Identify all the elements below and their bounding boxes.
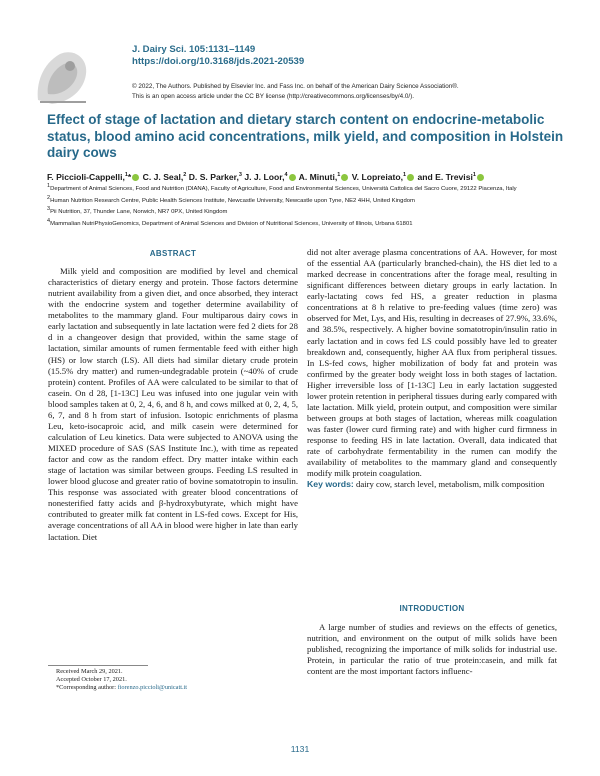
- corresponding-email[interactable]: fiorenzo.piccioli@unicatt.it: [117, 684, 188, 692]
- orcid-icon[interactable]: [132, 174, 139, 181]
- abstract-right-column: [307, 247, 557, 490]
- license-notice: This is an open access article under the CC BY license (http://creativecommons.org/licenses/by/4.0/).: [132, 92, 414, 100]
- orcid-icon[interactable]: [289, 174, 296, 181]
- copyright-notice: © 2022, The Authors. Published by Elsevier Inc. and Fass Inc. on behalf of the American Dairy Science Association®.: [132, 83, 459, 90]
- author: F. Piccioli-Cappelli,$^1$*: [47, 172, 140, 182]
- author: and E. Trevisi$^1$: [417, 172, 484, 182]
- author: V. Lopreiato,$^1$: [352, 172, 415, 182]
- keywords-label: Key words:: [307, 479, 354, 490]
- affiliation: $^4$Mammalian NutriPhysioGenomics, Department of Animal Sciences and Division of Nutritional Sciences, University of Illinois, Urbana 61801: [47, 217, 413, 227]
- abstract-left-column: [48, 266, 298, 543]
- received-date: Received March 29, 2021.: [56, 668, 123, 675]
- author-list: [47, 170, 587, 183]
- journal-logo: [30, 44, 94, 108]
- paper-title: Effect of stage of lactation and dietary starch content on endocrine-metabolic status, blood amino acid concentrations, milk yield, and composition in Holstein dairy cows: [47, 112, 564, 160]
- page-number: 1131: [290, 744, 310, 754]
- abstract-text: Milk yield and composition are modified by level and chemical characteristics of dietary energy and protein. Those factors determine nutrient availability from a given diet, and once absorbed, they interact with the endocrine system and together determine availability of metabolites to the mammary gland. Four multiparous dairy cows in early lactation and subsequently in late lactation were fed 2 diets for 28 d in a changeover design that provided, within the same stage of lactation, similar amounts of rumen fermentable feed with either high (HS) or low starch (LS). All diets had similar dietary crude protein (15.5% dry matter) and rumen-undegradable protein (~40% of crude protein) content. Profiles of AA were calculated to be similar to that of casein. On d 28, [1-13C] Leu was infused into one jugular vein with blood samples taken at 0, 2, 4, 6, and 8 h, and cows milked at 0, 2, 4, 5, 6, 7, and 8 h from start of infusion. Isotopic enrichments of plasma Leu, keto-isocaproic acid, and milk casein were determined for calculation of Leu kinetics. Data were subjected to ANOVA using the MIXED procedure of SAS (SAS Institute Inc.), with time as repeated factor and cow as the random effect. Dry matter intake within each stage of lactation was similar between groups. Feeding LS resulted in lower blood glucose and greater ratio of bovine somatotropin to insulin. This response was associated with greater blood concentrations of nonesterified fatty acids and β-hydroxybutyrate, which might have contributed to greater milk fat content in LS-fed cows. Except for His, average concentrations of all AA in blood were higher in late than early lactation. Diet: [48, 266, 298, 542]
- affiliations: [47, 182, 587, 228]
- affiliation: $^1$Department of Animal Sciences, Food and Nutrition (DIANA), Faculty of Agriculture, Food and Environmental Sciences, Università Cattolica del Sacro Cuore, 29122 Piacenza, Italy: [47, 183, 517, 192]
- orcid-icon[interactable]: [407, 174, 414, 181]
- introduction-column: [307, 622, 557, 677]
- abstract-text-continued: did not alter average plasma concentrations of AA. However, for most of the essential AA (particularly branched-chain), the HS diet led to a marked decrease in concentrations after the forage meal, resulting in significant differences between dietary groups in early lactation. In early-lactating cows fed HS, a greater reduction in plasma concentrations at 8 h relative to pre-feeding values (time zero) was observed for Met, Lys, and His, resulting in decreases of 27.9%, 33.6%, and 38.5%, respectively. A higher bovine somatotropin/insulin ratio in early lactation and in cows fed LS could possibly have led to greater breakdown and, consequently, higher AA flux from peripheral tissues. In LS-fed cows, higher mobilization of body fat and protein was confirmed by the greater body weight loss in both stages of lactation. Higher irreversible loss of [1-13C] Leu in early lactation suggested lower protein retention in peripheral tissues during early compared with late lactation. Milk yield, protein output, and composition were similar between groups at both stages of lactation, whereas milk coagulation was faster (lower curd firming rate) and with higher curd firmness in response to feeding HS in late lactation. Overall, data indicated that rate of carbohydrate fermentability in the rumen can modify the availability of metabolites to the mammary gland and consequently modify milk protein coagulation.: [307, 247, 557, 479]
- corresponding-author: *Corresponding author: fiorenzo.piccioli@unicatt.it: [56, 684, 188, 692]
- abstract-heading: ABSTRACT: [149, 249, 197, 258]
- author: A. Minuti,$^1$: [299, 172, 350, 182]
- footnote-divider: [48, 665, 148, 666]
- keywords: dairy cow, starch level, metabolism, milk composition: [356, 479, 545, 490]
- introduction-heading: INTRODUCTION: [399, 604, 465, 613]
- orcid-icon[interactable]: [477, 174, 484, 181]
- journal-citation: J. Dairy Sci. 105:1131–1149: [132, 44, 256, 55]
- footnotes: [56, 665, 296, 693]
- author: D. S. Parker,$^3$: [188, 171, 242, 182]
- doi-link[interactable]: https://doi.org/10.3168/jds.2021-20539: [132, 56, 305, 67]
- introduction-text: A large number of studies and reviews on the effects of genetics, nutrition, and environment on the output of milk solids have been published, recognizing the importance of milk solids for industrial use. Protein, in particular the ratio of true protein:casein, and milk fat content are the most important factors influenc-: [307, 622, 557, 677]
- author: J. J. Loor,$^4$: [244, 172, 296, 182]
- accepted-date: Accepted October 17, 2021.: [56, 676, 127, 684]
- author: C. J. Seal,$^2$: [142, 171, 187, 182]
- orcid-icon[interactable]: [341, 174, 348, 181]
- affiliation: $^2$Human Nutrition Research Centre, Public Health Sciences Institute, Newcastle University, Newcastle upon Tyne, NE2 4HH, United Kingdom: [47, 194, 415, 204]
- affiliation: $^3$Pii Nutrition, 37, Thunder Lane, Norwich, NR7 0PX, United Kingdom: [47, 206, 228, 216]
